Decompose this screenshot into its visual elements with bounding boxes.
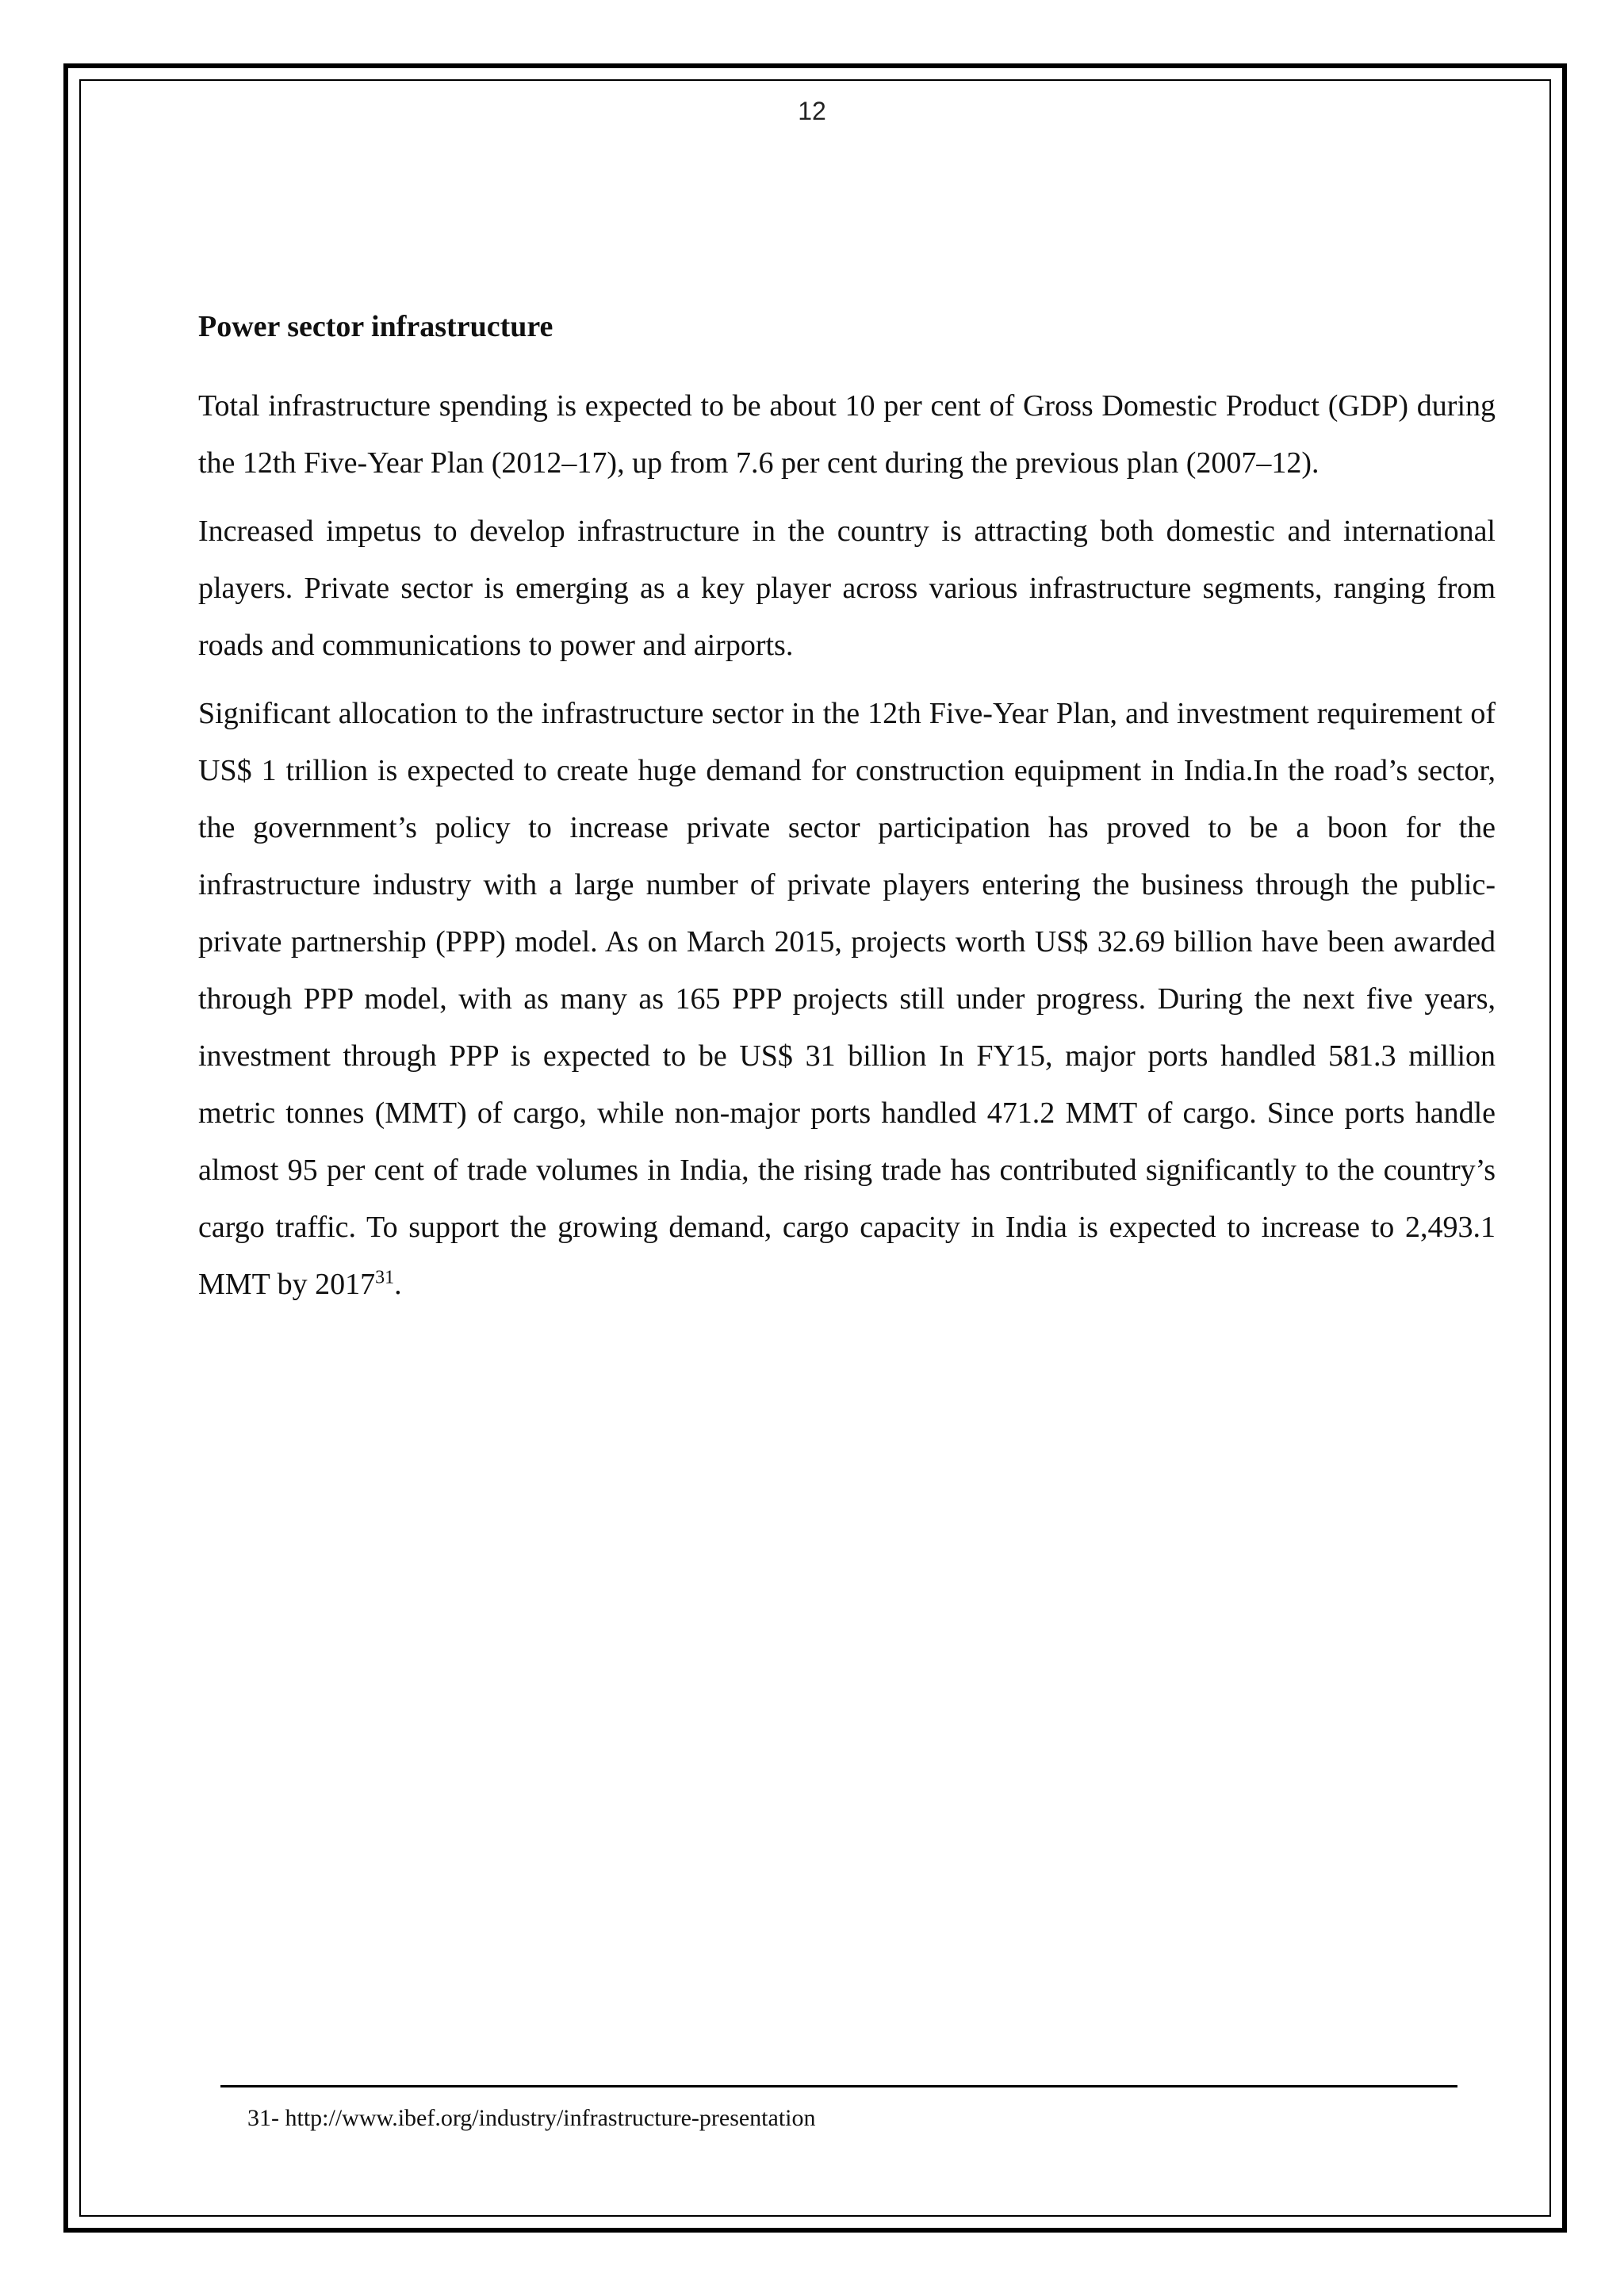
paragraph-3-text: Significant allocation to the infrastructure sector in the 12th Five-Year Plan, and investment requirement of US$ 1 trillion is expected to create huge demand for construction equipment in India.In the road’s sector, the government’s policy to increase private sector participation has proved to be a boon for the infrastructure industry with a large number of private players entering the business through the public-private partnership (PPP) model. As on March 2015, projects worth US$ 32.69 billion have been awarded through PPP model, with as many as 165 PPP projects still under progress. During the next five years, investment through PPP is expected to be US$ 31 billion In FY15, major ports handled 581.3 million metric tonnes (MMT) of cargo, while non-major ports handled 471.2 MMT of cargo. Since ports handle almost 95 per cent of trade volumes in India, the rising trade has contributed significantly to the country’s cargo traffic. To support the growing demand, cargo capacity in India is expected to increase to 2,493.1 MMT by 2017 (198, 696, 1496, 1301)
footnote-reference[interactable]: 31 (375, 1266, 395, 1288)
footnote-divider (220, 2085, 1457, 2087)
paragraph-2: Increased impetus to develop infrastructure in the country is attracting both domestic and international players. Private sector is emerging as a key player across various infrastructure segments, ranging from roads and communications to power and airports. (198, 514, 1496, 662)
page-number: 12 (798, 97, 826, 125)
paragraph-1: Total infrastructure spending is expected to be about 10 per cent of Gross Domestic Product (GDP) during the 12th Five-Year Plan (2012–17), up from 7.6 per cent during the previous plan (2007–12). (198, 388, 1496, 480)
main-content (198, 309, 1496, 1324)
footnote-text: 31- http://www.ibef.org/industry/infrastructure-presentation (247, 2105, 816, 2131)
paragraph-3 (198, 685, 1496, 1313)
section-heading: Power sector infrastructure (198, 310, 553, 343)
paragraph-3-end: . (394, 1267, 402, 1301)
